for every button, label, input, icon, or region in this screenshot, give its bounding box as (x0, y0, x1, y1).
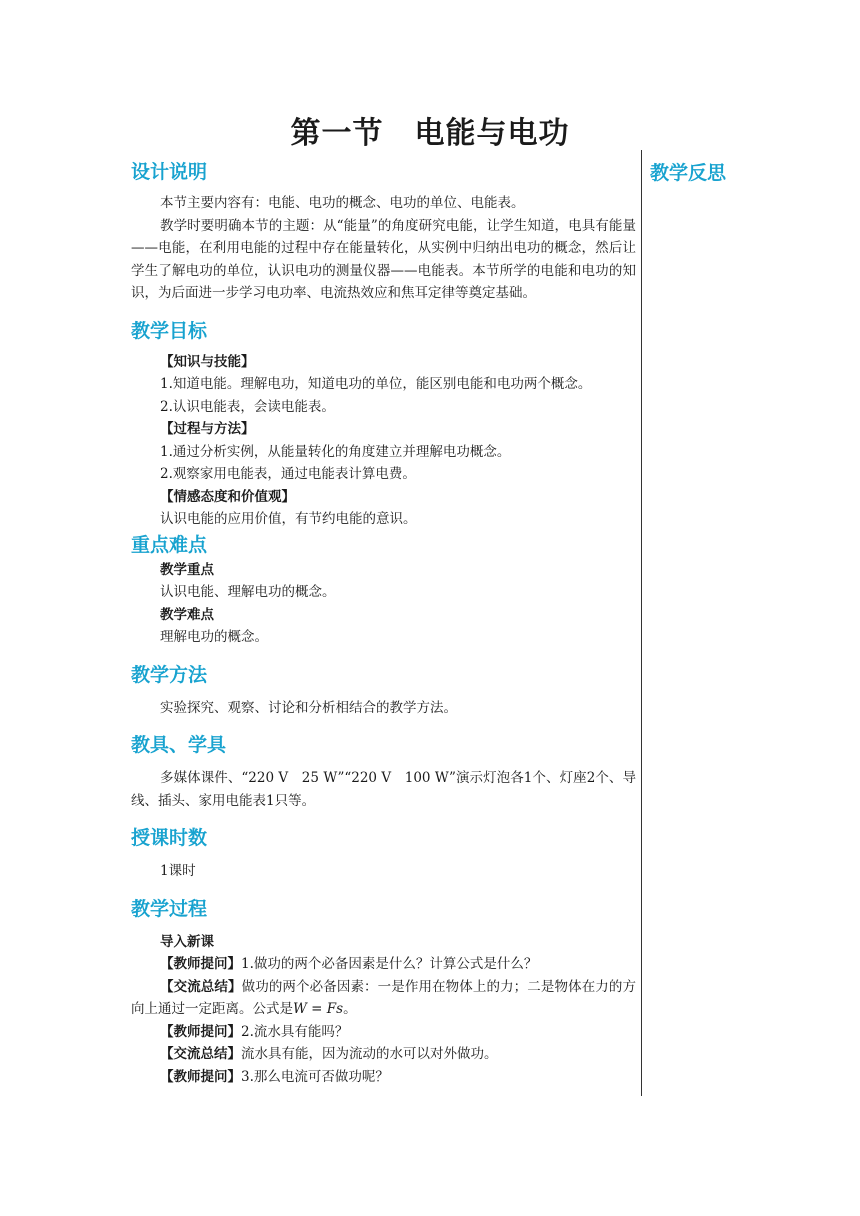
process-answer-1 (131, 976, 636, 1021)
summary-tag: 【交流总结】 (160, 1046, 241, 1062)
answer-end: 。 (343, 1001, 357, 1017)
process-intro-heading: 导入新课 (160, 933, 214, 950)
section-heading-methods: 教学方法 (131, 663, 208, 686)
goals-knowledge-2: 2.认识电能表，会读电能表。 (160, 398, 335, 415)
design-paragraph-2: 教学时要明确本节的主题：从“能量”的角度研究电能，让学生知道，电具有能量——电能，在利用电能的过程中存在能量转化，从实例中归纳出电功的概念，然后让学生了解电功的单位，认识电功的测量仪器——电能表。本节所学的电能和电功的知识，为后面进一步学习电功率、电流热效应和焦耳定律等奠定基础。 (131, 217, 636, 301)
section-heading-tools: 教具、学具 (131, 734, 227, 756)
page-title: 第一节 电能与电功 (290, 116, 570, 151)
process-question-2 (131, 1021, 636, 1044)
design-paragraph-1: 本节主要内容有：电能、电功的概念、电功的单位、电能表。 (160, 195, 525, 211)
goals-knowledge-heading: 【知识与技能】 (160, 353, 255, 370)
process-question-3 (131, 1066, 636, 1089)
question-text: 2.流水具有能吗？ (241, 1023, 349, 1040)
work-formula: W = Fs (293, 1001, 344, 1017)
goals-process-heading: 【过程与方法】 (160, 421, 255, 437)
tools-text: 多媒体课件、“220 V 25 W”“220 V 100 W”演示灯泡各1个、灯座2个、导线、插头、家用电能表1只等。 (131, 770, 636, 809)
teacher-question-tag: 【教师提问】 (160, 956, 241, 972)
process-answer-2 (131, 1043, 636, 1066)
keys-focus-text: 认识电能、理解电功的概念。 (160, 584, 336, 600)
summary-tag: 【交流总结】 (160, 978, 242, 995)
column-divider (641, 150, 642, 1096)
keys-difficulty-heading: 教学难点 (160, 606, 214, 623)
process-question-1 (131, 953, 636, 976)
section-heading-keys: 重点难点 (131, 533, 208, 556)
section-heading-design: 设计说明 (131, 161, 208, 183)
main-column (131, 158, 636, 1088)
goals-process-2: 2.观察家用电能表，通过电能表计算电费。 (160, 466, 416, 482)
goals-process-1: 1.通过分析实例，从能量转化的角度建立并理解电功概念。 (160, 443, 511, 460)
goals-emotion-heading: 【情感态度和价值观】 (160, 488, 295, 505)
goals-knowledge-1: 1.知道电能。理解电功，知道电功的单位，能区别电能和电功两个概念。 (160, 376, 592, 392)
section-heading-goals: 教学目标 (131, 319, 208, 342)
question-text: 1.做功的两个必备因素是什么？计算公式是什么？ (241, 956, 538, 972)
question-text: 3.那么电流可否做功呢？ (241, 1068, 389, 1085)
goals-emotion-1: 认识电能的应用价值，有节约电能的意识。 (160, 511, 417, 527)
keys-focus-heading: 教学重点 (160, 561, 214, 578)
answer-text: 流水具有能，因为流动的水可以对外做功。 (241, 1046, 498, 1062)
answer-text: 做功的两个必备因素：一是作用在物体上的力；二是物体在力的方向上通过一定距离。公式是 (131, 978, 637, 1017)
hours-text: 1课时 (160, 863, 196, 879)
reflection-heading: 教学反思 (650, 162, 727, 184)
methods-text: 实验探究、观察、讨论和分析相结合的教学方法。 (160, 699, 457, 716)
section-heading-hours: 授课时数 (131, 827, 208, 849)
teacher-question-tag: 【教师提问】 (160, 1068, 241, 1085)
section-heading-process: 教学过程 (131, 897, 208, 920)
teacher-question-tag: 【教师提问】 (160, 1023, 241, 1040)
keys-difficulty-text: 理解电功的概念。 (160, 629, 268, 645)
